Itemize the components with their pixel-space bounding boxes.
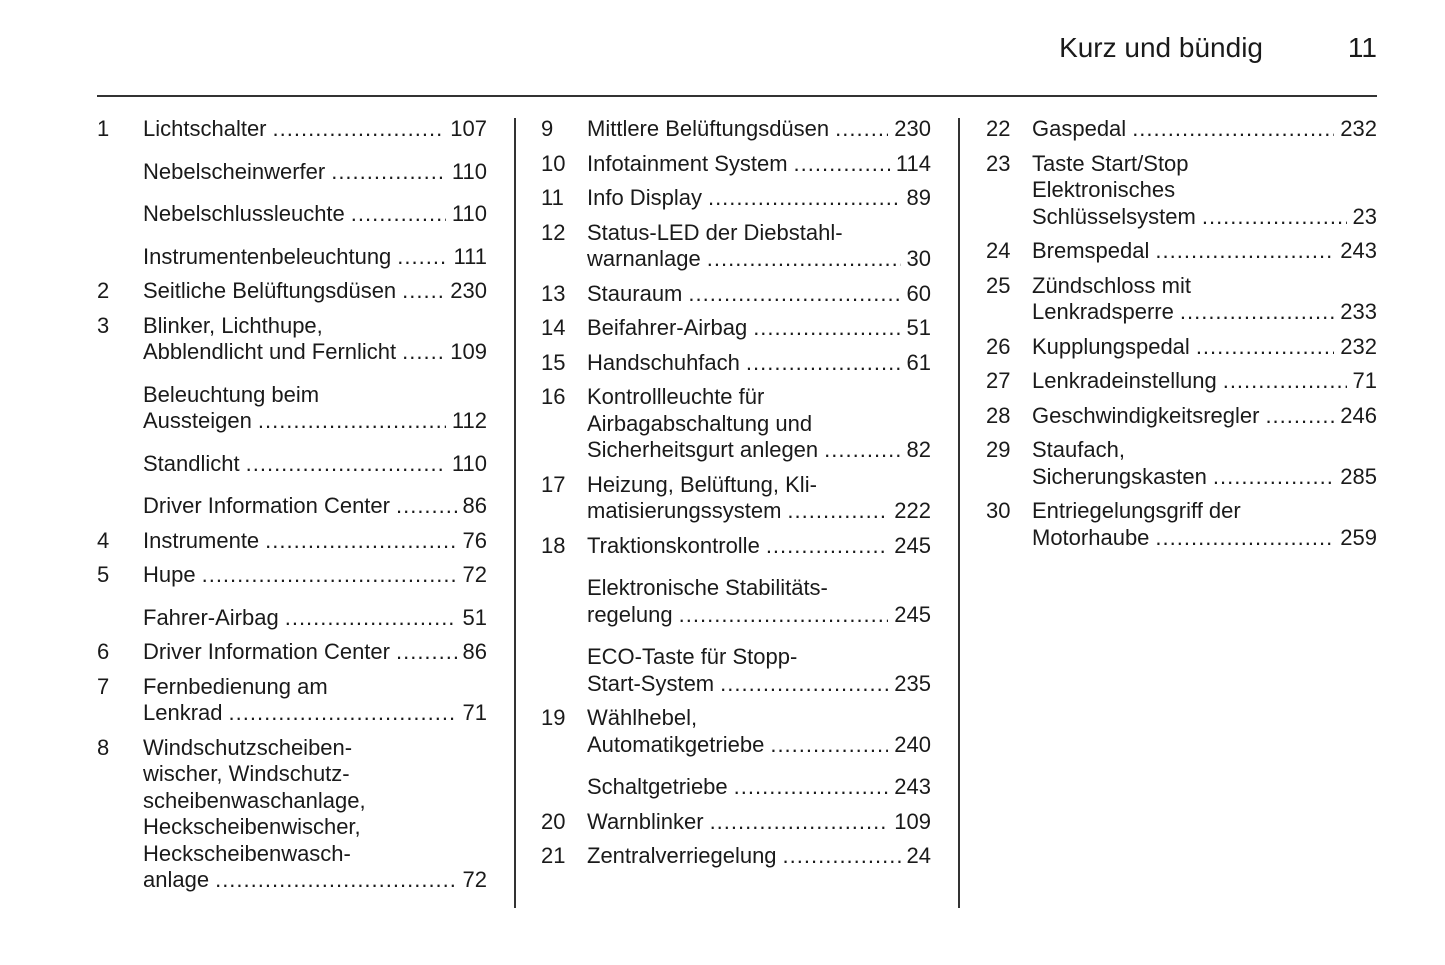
dot-leader [1265,403,1334,430]
entry-body [143,451,487,478]
entry-label: Lenkradeinstellung [1032,368,1217,393]
entry-label: Lichtschalter [143,116,267,141]
entry-body [1032,273,1377,326]
entry-number: 9 [541,116,554,141]
entry-body [1032,151,1377,231]
entry-label: Lenkradsperre [1032,299,1174,324]
dot-leader [229,700,457,727]
page-title: Kurz und bündig [1059,32,1263,63]
entry-number: 26 [986,333,1011,359]
dot-leader [794,151,890,178]
index-entry [986,498,1377,551]
index-entry [97,382,487,435]
entry-label: Taste Start/Stop [1032,150,1189,176]
index-entry [97,605,487,632]
index-entry [541,533,931,560]
dot-leader [708,185,901,212]
index-entry [97,313,487,366]
entry-body [143,493,487,520]
dot-leader [1196,334,1334,361]
dot-leader [396,639,457,666]
entry-last-line [587,498,931,525]
index-entry [541,315,931,342]
entry-page: 72 [462,867,487,892]
entry-label: Kupplungspedal [1032,333,1190,359]
entry-page: 246 [1340,402,1377,428]
dot-leader [1155,525,1334,552]
index-entry [986,116,1377,143]
entry-page: 243 [1340,238,1377,263]
dot-leader [1180,299,1334,326]
entry-label: Status-LED der Diebstahl- [587,219,843,245]
entry-label: wischer, Windschutz- [143,761,350,786]
entry-last-line [143,605,487,632]
entry-label: Automatikgetriebe [587,731,765,757]
entry-label: Info Display [587,185,702,210]
dot-leader [707,246,901,273]
entry-label: Gaspedal [1032,116,1127,141]
entry-label: Hupe [143,562,196,587]
dot-leader [215,867,456,894]
column-divider [514,118,516,908]
index-entry [986,334,1377,361]
index-entry [97,278,487,305]
entry-body [1032,403,1377,430]
index-entry [97,451,487,478]
entry-label: Traktionskontrolle [587,532,760,558]
index-column-3 [986,116,1377,559]
entry-last-line [587,533,931,560]
entry-page: 230 [894,116,931,141]
entry-last-line [143,451,487,478]
entry-body [1032,334,1377,361]
entry-last-line [587,671,931,698]
entry-label: Driver Information Center [143,493,390,518]
index-entry [541,575,931,628]
entry-body [143,735,487,894]
entry-page: 230 [450,278,487,303]
entry-page: 109 [894,808,931,834]
entry-page: 107 [450,116,487,141]
dot-leader [710,809,889,836]
entry-body [587,809,931,836]
entry-number: 27 [986,368,1011,393]
entry-body [143,116,487,143]
entry-last-line [143,201,487,228]
entry-last-line [1032,238,1377,265]
dot-leader [331,159,446,186]
entry-last-line [1032,334,1377,361]
entry-body [1032,498,1377,551]
entry-last-line [1032,403,1377,430]
entry-label: Kontrollleuchte für [587,384,765,409]
entry-label: Nebelscheinwerfer [143,158,326,184]
entry-last-line [1032,299,1377,326]
entry-number: 18 [541,532,566,558]
entry-last-line [587,185,931,212]
index-column-1 [97,116,487,902]
entry-body [1032,437,1377,490]
entry-label: Elektronisches [1032,177,1176,202]
index-entry [986,403,1377,430]
entry-label: Start-System [587,670,715,696]
entry-page: 71 [1352,368,1377,393]
entry-label: matisierungssystem [587,498,782,523]
entry-page: 111 [453,243,487,269]
entry-label: Standlicht [143,450,240,476]
index-entry [97,639,487,666]
entry-label: Beleuchtung beim [143,381,320,407]
entry-body [587,281,931,308]
index-entry [541,185,931,212]
entry-label: ECO-Taste für Stopp- [587,644,798,669]
index-entry [986,151,1377,231]
entry-body [587,116,931,143]
entry-body [587,384,931,464]
index-entry [97,201,487,228]
entry-label: Zentralverriegelung [587,843,777,868]
entry-label: Mittlere Belüftungsdüsen [587,116,830,141]
entry-label: Schaltgetriebe [587,774,728,799]
dot-leader [351,201,446,228]
dot-leader [753,315,900,342]
entry-last-line [587,602,931,629]
entry-body [143,639,487,666]
entry-last-line [587,116,931,143]
entry-label: Elektronische Stabilitäts- [587,575,828,600]
dot-leader [787,498,888,525]
index-entry [541,281,931,308]
dot-leader [783,843,901,870]
entry-last-line [587,350,931,377]
entry-number: 29 [986,437,1011,462]
entry-number: 28 [986,402,1011,428]
entry-page: 110 [451,450,487,476]
entry-label: Motorhaube [1032,524,1150,550]
entry-page: 243 [894,774,931,799]
entry-page: 82 [906,437,931,462]
entry-label: Heizung, Belüftung, Kli- [587,471,817,497]
entry-last-line [143,339,487,366]
entry-label: Handschuhfach [587,349,740,375]
entry-label: Sicherheitsgurt anlegen [587,437,819,462]
entry-body [143,244,487,271]
entry-label: Bremspedal [1032,238,1150,263]
entry-number: 7 [97,673,110,699]
entry-page: 51 [906,315,931,340]
dot-leader [746,350,901,377]
dot-leader [396,493,457,520]
dot-leader [246,451,446,478]
entry-number: 5 [97,562,110,587]
entry-label: Heckscheibenwischer, [143,814,361,839]
index-entry [97,562,487,589]
index-entry [986,238,1377,265]
dot-leader [1213,464,1334,491]
entry-page: 110 [451,158,487,184]
dot-leader [824,437,900,464]
entry-number: 1 [97,116,110,141]
entry-last-line [587,809,931,836]
entry-page: 109 [450,339,487,364]
entry-number: 19 [541,705,566,730]
entry-label: warnanlage [587,246,701,271]
entry-label: regelung [587,601,673,627]
entry-label: Blinker, Lichthupe, [143,312,323,338]
entry-page: 89 [906,185,931,210]
index-entry [97,528,487,555]
entry-page: 71 [462,700,487,725]
entry-page: 259 [1340,524,1377,550]
index-entry [541,472,931,525]
entry-label: Fernbedienung am [143,673,328,699]
index-entry [541,774,931,801]
entry-last-line [587,151,931,178]
dot-leader [1202,204,1347,231]
entry-label: scheibenwaschanlage, [143,787,366,813]
entry-number: 22 [986,116,1011,141]
entry-number: 2 [97,278,110,303]
header-rule [97,95,1377,97]
index-entry [541,809,931,836]
entry-body [1032,238,1377,265]
entry-last-line [143,278,487,305]
index-entry [97,674,487,727]
entry-body [587,472,931,525]
entry-last-line [143,639,487,666]
index-entry [97,735,487,894]
entry-body [143,674,487,727]
entry-page: 232 [1340,333,1377,359]
index-entry [541,644,931,697]
dot-leader [770,732,888,759]
index-entry [541,151,931,178]
entry-body [143,201,487,228]
entry-body [143,528,487,555]
entry-number: 15 [541,349,566,375]
entry-page: 76 [462,527,487,553]
index-entry [986,437,1377,490]
entry-number: 10 [541,150,566,176]
entry-last-line [143,867,487,894]
entry-last-line [587,315,931,342]
entry-body [587,151,931,178]
index-entry [986,273,1377,326]
dot-leader [397,244,447,271]
dot-leader [1155,238,1334,265]
dot-leader [835,116,888,143]
entry-label: Zündschloss mit [1032,272,1191,298]
entry-number: 12 [541,219,566,245]
entry-body [587,315,931,342]
index-entry [97,116,487,143]
dot-leader [402,339,444,366]
entry-page: 233 [1340,299,1377,324]
entry-page: 60 [906,280,931,306]
entry-page: 245 [894,532,931,558]
dot-leader [679,602,889,629]
entry-last-line [143,528,487,555]
entry-last-line [1032,525,1377,552]
entry-body [587,705,931,758]
entry-last-line [1032,116,1377,143]
entry-page: 245 [894,601,931,627]
index-entry [97,159,487,186]
entry-page: 222 [894,498,931,523]
index-entry [97,244,487,271]
entry-page: 235 [894,670,931,696]
entry-label: Heckscheibenwasch- [143,840,351,866]
entry-last-line [1032,464,1377,491]
index-entry [541,384,931,464]
index-entry [541,116,931,143]
entry-number: 20 [541,808,566,834]
index-entry [541,705,931,758]
entry-number: 3 [97,312,110,338]
entry-label: anlage [143,867,210,892]
entry-number: 11 [541,185,564,210]
entry-body [587,533,931,560]
entry-body [587,350,931,377]
entry-last-line [587,281,931,308]
entry-label: Instrumentenbeleuchtung [143,243,392,269]
entry-label: Wählhebel, [587,705,698,730]
dot-leader [1132,116,1334,143]
entry-label: Infotainment System [587,150,788,176]
entry-label: Schlüsselsystem [1032,203,1196,229]
entry-label: Lenkrad [143,700,223,725]
entry-last-line [143,562,487,589]
entry-label: Seitliche Belüftungsdüsen [143,278,397,303]
entry-last-line [1032,204,1377,231]
entry-body [143,278,487,305]
entry-last-line [143,159,487,186]
entry-body [143,382,487,435]
entry-page: 30 [906,246,931,271]
entry-last-line [587,246,931,273]
entry-number: 25 [986,272,1011,298]
dot-leader [202,562,457,589]
dot-leader [265,528,456,555]
page-number: 11 [1347,32,1377,63]
entry-body [587,644,931,697]
entry-label: Instrumente [143,527,260,553]
entry-number: 6 [97,639,110,664]
entry-label: Beifahrer-Airbag [587,315,748,340]
entry-body [587,575,931,628]
entry-number: 21 [541,843,566,868]
entry-label: Fahrer-Airbag [143,604,279,630]
index-entry [541,843,931,870]
entry-last-line [143,116,487,143]
entry-body [587,843,931,870]
entry-label: Stauraum [587,280,683,306]
entry-number: 23 [986,150,1011,176]
entry-last-line [1032,368,1377,395]
entry-last-line [143,244,487,271]
entry-page: 61 [906,349,931,375]
entry-page: 285 [1340,463,1377,489]
index-column-2 [541,116,931,878]
column-divider [958,118,960,908]
dot-leader [258,408,446,435]
entry-page: 232 [1340,116,1377,141]
entry-body [1032,368,1377,395]
entry-label: Warnblinker [587,808,704,834]
entry-last-line [587,843,931,870]
index-entry [541,220,931,273]
entry-number: 24 [986,238,1011,263]
dot-leader [720,671,888,698]
entry-page: 24 [906,843,931,868]
entry-last-line [143,700,487,727]
entry-page: 240 [894,731,931,757]
entry-label: Sicherungskasten [1032,463,1207,489]
dot-leader [766,533,888,560]
entry-label: Aussteigen [143,408,252,433]
entry-page: 72 [462,562,487,587]
entry-page: 112 [451,408,487,433]
entry-label: Abblendlicht und Fernlicht [143,339,397,364]
entry-body [587,774,931,801]
entry-page: 110 [451,201,487,226]
entry-label: Entriegelungsgriff der [1032,498,1241,523]
entry-page: 86 [462,639,487,664]
entry-number: 14 [541,315,566,340]
dot-leader [734,774,889,801]
entry-label: Staufach, [1032,437,1125,462]
entry-body [1032,116,1377,143]
entry-body [143,313,487,366]
dot-leader [285,605,457,632]
index-entry [541,350,931,377]
entry-body [587,185,931,212]
entry-page: 23 [1352,203,1377,229]
entry-body [143,159,487,186]
entry-label: Geschwindigkeitsregler [1032,402,1260,428]
entry-last-line [587,437,931,464]
entry-body [143,605,487,632]
entry-last-line [143,493,487,520]
entry-number: 30 [986,498,1011,523]
entry-last-line [587,774,931,801]
entry-page: 86 [462,493,487,518]
entry-label: Windschutzscheiben- [143,734,353,760]
entry-number: 8 [97,734,110,760]
entry-page: 114 [895,150,931,176]
dot-leader [273,116,445,143]
entry-label: Driver Information Center [143,639,390,664]
entry-number: 16 [541,384,566,409]
entry-last-line [587,732,931,759]
dot-leader [1223,368,1347,395]
entry-body [587,220,931,273]
entry-number: 17 [541,471,566,497]
entry-label: Airbagabschaltung und [587,410,813,436]
entry-label: Nebelschlussleuchte [143,201,345,226]
dot-leader [688,281,900,308]
entry-number: 4 [97,527,110,553]
index-entry [986,368,1377,395]
entry-body [143,562,487,589]
dot-leader [402,278,444,305]
entry-number: 13 [541,280,566,306]
entry-last-line [143,408,487,435]
entry-page: 51 [462,604,487,630]
index-entry [97,493,487,520]
